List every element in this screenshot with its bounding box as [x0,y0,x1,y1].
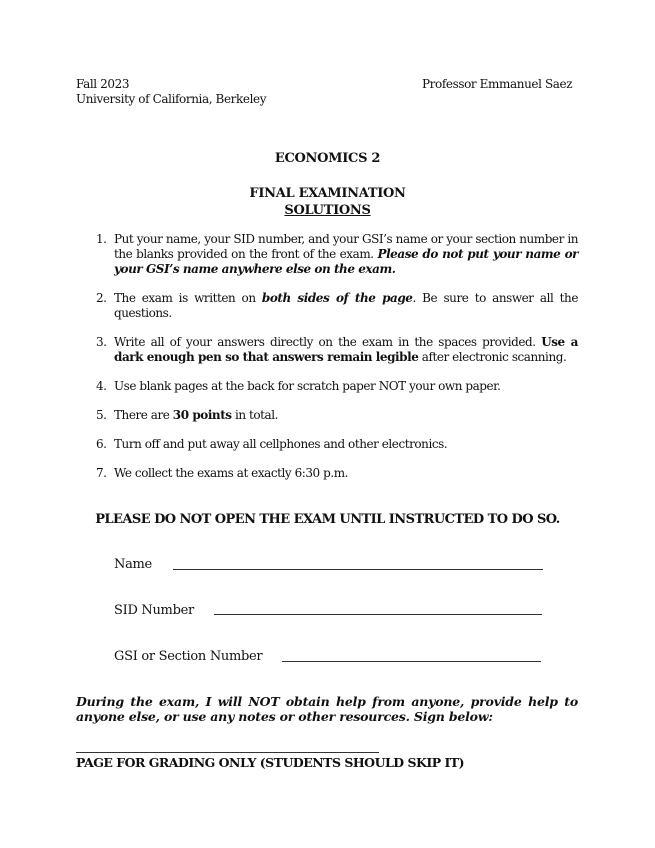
sid-label: SID Number [114,603,194,618]
instruction-item: 1. Put your name, your SID number, and your GSI’s name or your section number in the blanks provided on the front of the exam. Please do not put your name or your GSI’s name anywhere else on the exam. [96,232,578,276]
instruction-item: 7. We collect the exams at exactly 6:30 p.m. [96,466,348,480]
gsi-line[interactable] [282,661,541,662]
instruction-item: 2. The exam is written on both sides of the page. Be sure to answer all the questions. [96,291,578,320]
instruction-item: 3. Write all of your answers directly on the exam in the spaces provided. Use a dark enough pen so that answers remain legible after electronic scanning. [96,335,579,364]
exam-title: FINAL EXAMINATION [249,186,406,201]
professor: Professor Emmanuel Saez [422,77,573,91]
course-title: ECONOMICS 2 [274,151,381,166]
honor-statement: During the exam, I will NOT obtain help from anyone, provide help to anyone else, or use any notes or other resources. Sign below: [76,694,578,724]
instruction-item: 6. Turn off and put away all cellphones and other electronics. [96,437,448,451]
exam-subtitle: SOLUTIONS [284,203,371,218]
name-label: Name [114,557,152,572]
signature-line[interactable] [76,752,379,753]
header-left [76,77,266,107]
instructions-list [96,232,578,495]
university: University of California, Berkeley [76,92,267,106]
grading-heading: PAGE FOR GRADING ONLY (STUDENTS SHOULD SKIP IT) [76,755,465,770]
sid-line[interactable] [214,614,542,615]
gsi-label: GSI or Section Number [114,649,263,664]
term: Fall 2023 [76,77,130,91]
instruction-item: 5. There are 30 points in total. [96,408,278,422]
instruction-item: 4. Use blank pages at the back for scratch paper NOT your own paper. [96,379,501,393]
exam-title-block [0,185,655,219]
name-line[interactable] [173,569,543,570]
do-not-open-warning: PLEASE DO NOT OPEN THE EXAM UNTIL INSTRUCTED TO DO SO. [95,512,560,527]
